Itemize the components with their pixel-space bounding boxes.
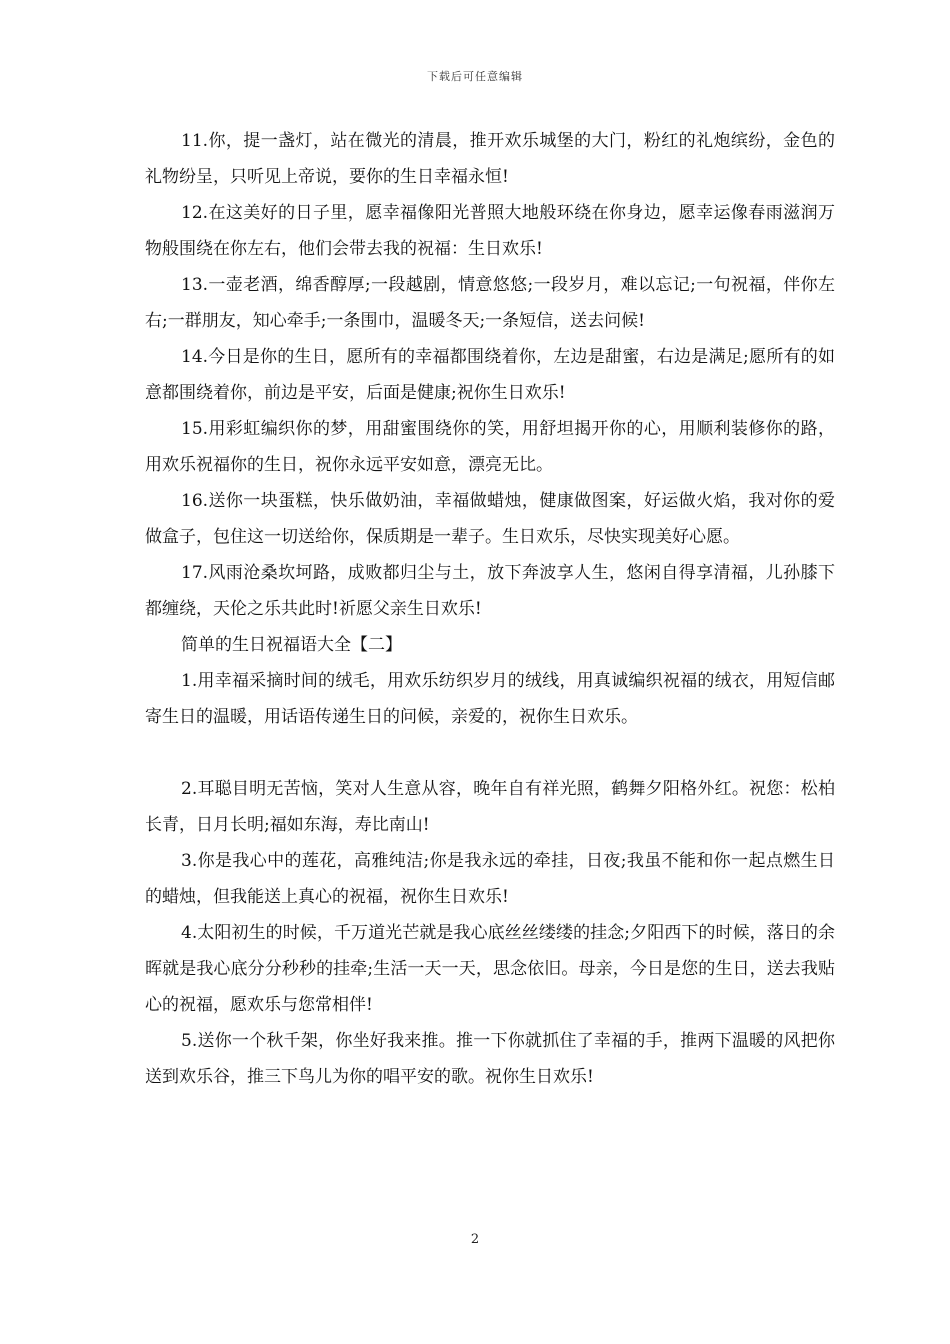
paragraph-s2-4: 4.太阳初生的时候，千万道光芒就是我心底丝丝缕缕的挂念;夕阳西下的时候，落日的余晖就是我心底分分秒秒的挂牵;生活一天一天，思念依旧。母亲，今日是您的生日，送去我贴心的祝福，愿欢乐与您常相伴!: [145, 923, 835, 1015]
paragraph-11: 11.你，提一盏灯，站在微光的清晨，推开欢乐城堡的大门，粉红的礼炮缤纷，金色的礼物纷呈，只听见上帝说，要你的生日幸福永恒!: [145, 131, 835, 187]
page-header-note: 下载后可任意编辑: [427, 70, 523, 83]
paragraph-13: 13.一壶老酒，绵香醇厚;一段越剧，情意悠悠;一段岁月，难以忘记;一句祝福，伴你左右;一群朋友，知心牵手;一条围巾，温暖冬天;一条短信，送去问候!: [145, 275, 835, 331]
document-body: [145, 123, 835, 1095]
paragraph-14: 14.今日是你的生日，愿所有的幸福都围绕着你，左边是甜蜜，右边是满足;愿所有的如意都围绕着你，前边是平安，后面是健康;祝你生日欢乐!: [145, 347, 835, 403]
paragraph-15: 15.用彩虹编织你的梦，用甜蜜围绕你的笑，用舒坦揭开你的心，用顺利装修你的路，用欢乐祝福你的生日，祝你永远平安如意，漂亮无比。: [145, 419, 835, 475]
paragraph-s2-3: 3.你是我心中的莲花，高雅纯洁;你是我永远的牵挂，日夜;我虽不能和你一起点燃生日的蜡烛，但我能送上真心的祝福，祝你生日欢乐!: [145, 851, 835, 907]
paragraph-s2-1: 1.用幸福采摘时间的绒毛，用欢乐纺织岁月的绒线，用真诚编织祝福的绒衣，用短信邮寄生日的温暖，用话语传递生日的问候，亲爱的，祝你生日欢乐。: [145, 671, 835, 727]
paragraph-16: 16.送你一块蛋糕，快乐做奶油，幸福做蜡烛，健康做图案，好运做火焰，我对你的爱做盒子，包住这一切送给你，保质期是一辈子。生日欢乐，尽快实现美好心愿。: [145, 491, 835, 547]
page-number: 2: [470, 1232, 480, 1247]
paragraph-12: 12.在这美好的日子里，愿幸福像阳光普照大地般环绕在你身边，愿幸运像春雨滋润万物般围绕在你左右，他们会带去我的祝福：生日欢乐!: [145, 203, 835, 259]
paragraph-17: 17.风雨沧桑坎坷路，成败都归尘与土，放下奔波享人生，悠闲自得享清福，儿孙膝下都缠绕，天伦之乐共此时!祈愿父亲生日欢乐!: [145, 563, 835, 619]
section-heading: 简单的生日祝福语大全【二】: [181, 635, 402, 655]
paragraph-s2-2: 2.耳聪目明无苦恼，笑对人生意从容，晚年自有祥光照，鹤舞夕阳格外红。祝您：松柏长青，日月长明;福如东海，寿比南山!: [145, 779, 835, 835]
paragraph-s2-5: 5.送你一个秋千架，你坐好我来推。推一下你就抓住了幸福的手，推两下温暖的风把你送到欢乐谷，推三下鸟儿为你的唱平安的歌。祝你生日欢乐!: [145, 1031, 835, 1087]
